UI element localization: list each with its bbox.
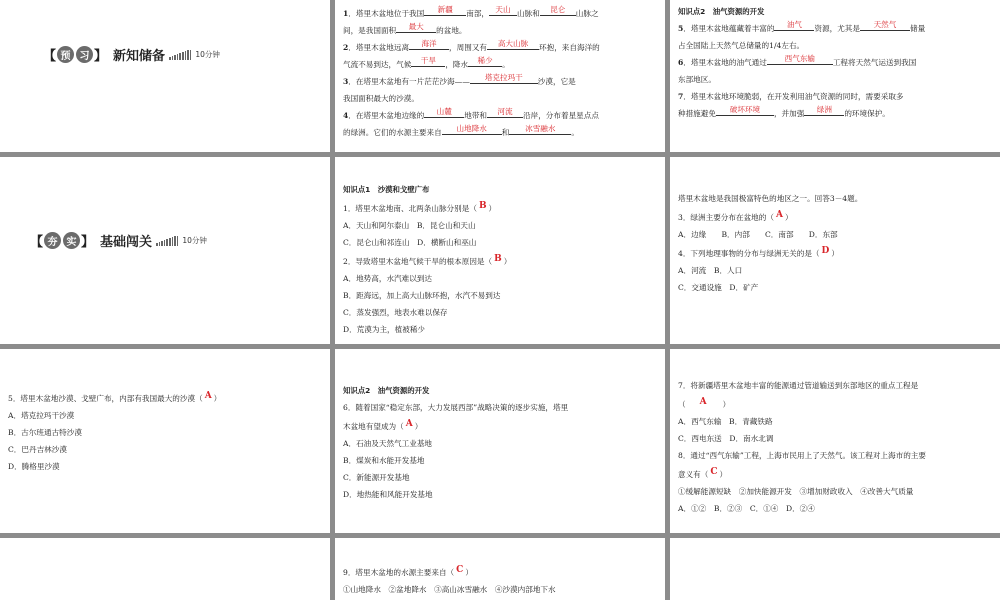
option-row: C．西电东送 D．南水北调 (678, 434, 774, 443)
section-title: 基础闯关 (100, 235, 153, 250)
text: ．在塔里木盆地有一片茫茫沙海—— (348, 77, 470, 86)
question-3 (678, 207, 992, 226)
knowledge-point-heading: 知识点2 油气资源的开发 (678, 7, 765, 16)
answer-text: 干旱 (420, 56, 436, 65)
text: 地带和 (464, 111, 488, 120)
option-row: A．①② B．②③ C．①④ D．②④ (678, 504, 815, 513)
text: ，降水 (445, 60, 469, 69)
answer-text: 破坏环境 (729, 105, 761, 114)
slide-blank-2 (670, 538, 1000, 600)
answer-choice: C (456, 565, 464, 575)
question-2 (343, 39, 657, 56)
answer-blank (860, 20, 910, 31)
question-5-cont (678, 37, 992, 54)
mc-block (343, 382, 657, 503)
bracket-close: 】 (94, 49, 108, 64)
text: 间，是我国面积 (343, 26, 397, 35)
text: 气流不易到达，气候 (343, 60, 412, 69)
answer-choice: C (710, 467, 718, 477)
question-stem: 3．绿洲主要分布在盆地的（ (678, 213, 774, 222)
question-8-cont (678, 464, 992, 483)
answer-blank (489, 5, 517, 16)
question-7 (678, 88, 992, 105)
text: ．塔里木盆地的油气通过 (683, 58, 767, 67)
question-7-cont (678, 394, 992, 413)
slide-blank-1 (0, 538, 330, 600)
answer-blank (470, 73, 538, 84)
question-6-cont (343, 416, 657, 435)
mc-block (678, 190, 992, 296)
question-1 (343, 198, 657, 217)
badge-preview-1: 预 (57, 46, 74, 63)
text: 储量 (909, 24, 926, 33)
answer-text: 山麓 (436, 107, 452, 116)
mc-block (343, 181, 657, 338)
question-2 (343, 251, 657, 270)
basic-banner (30, 231, 207, 250)
slide-fill-in-1 (335, 0, 665, 152)
text: 。 (571, 128, 579, 137)
text: 的环境保护。 (844, 109, 890, 118)
question-number: 1 (343, 9, 349, 18)
answer-blank (716, 105, 774, 116)
question-number: 4 (343, 111, 349, 120)
answer-choice: A (699, 397, 707, 407)
slide-basic (0, 157, 330, 344)
question-stem: 木盆地有望成为（ (343, 422, 404, 431)
question-stem: 2．导致塔里木盆地气候干旱的根本原因是（ (343, 257, 493, 266)
answer-blank (442, 124, 502, 135)
text: ．在塔里木盆地边缘的 (348, 111, 425, 120)
mc-block (8, 388, 322, 475)
answer-text: 西气东输 (784, 54, 816, 63)
text: 山脉和 (517, 9, 540, 18)
fill-in-block (343, 5, 657, 141)
text: 山脉之 (575, 9, 599, 18)
question-stem: 9．塔里木盆地的水源主要来自（ (343, 568, 455, 577)
text: ．塔里木盆地远离 (348, 43, 410, 52)
option-d: D．地热能和风能开发基地 (343, 490, 433, 499)
question-stem: 4．下列地理事物的分布与绿洲无关的是（ (678, 249, 820, 258)
option-a: A．石油及天然气工业基地 (343, 439, 433, 448)
knowledge-point-heading: 知识点2 油气资源的开发 (343, 386, 430, 395)
question-7-cont (678, 105, 992, 122)
question-number: 6 (678, 58, 684, 67)
slide-mc-1 (335, 157, 665, 344)
option-b: B．古尔班通古特沙漠 (8, 428, 82, 437)
text: ） (719, 470, 728, 479)
question-stem: 1．塔里木盆地南、北两条山脉分别是（ (343, 204, 477, 213)
option-row: C．交通设施 D．矿产 (678, 283, 759, 292)
question-5 (8, 388, 322, 407)
option-b: B．距海远，加上高大山脉环抱，水汽不易到达 (343, 291, 501, 300)
answer-text: 天然气 (873, 20, 897, 29)
text: ．塔里木盆地环境脆弱，在开发利用油气资源的同时，需要采取多 (683, 92, 904, 101)
question-4 (678, 243, 992, 262)
numbered-items: ①缓解能源短缺 ②加快能源开发 ③增加财政收入 ④改善大气质量 (678, 487, 914, 496)
text: ） (465, 568, 473, 577)
answer-choice: A (204, 391, 212, 401)
question-number: 3 (343, 77, 349, 86)
answer-text: 塔克拉玛干 (484, 73, 523, 82)
answer-text: 高大山脉 (497, 39, 529, 48)
question-3 (343, 73, 657, 90)
option-row: A．天山和阿尔泰山 B．昆仑山和天山 (343, 221, 476, 230)
text: 我国面积最大的沙漠。 (343, 94, 419, 103)
text: 环抱，来自海洋的 (539, 43, 600, 52)
progress-bars-icon (169, 50, 191, 60)
question-1-cont (343, 22, 657, 39)
question-number: 2 (343, 43, 349, 52)
slide-mc-2 (670, 157, 1000, 344)
question-7: 7．将新疆塔里木盆地丰富的能源通过管道输送到东部地区的重点工程是 (678, 381, 919, 390)
bracket-close: 】 (81, 235, 95, 250)
option-b: B．煤炭和水能开发基地 (343, 456, 425, 465)
option-d: D．腾格里沙漠 (8, 462, 60, 471)
text: 种措施避免 (678, 109, 716, 118)
answer-text: 稀少 (477, 56, 493, 65)
answer-blank (396, 22, 436, 33)
text: 工程将天然气运送到我国 (832, 58, 917, 67)
answer-blank (540, 5, 576, 16)
question-stem: 5．塔里木盆地沙漠、戈壁广布，内部有我国最大的沙漠（ (8, 394, 203, 403)
progress-bars-icon (156, 236, 178, 246)
answer-text: 海洋 (421, 39, 437, 48)
slide-mc-3 (0, 349, 330, 533)
question-3-cont (343, 90, 657, 107)
option-a: A．地势高，水汽难以到达 (343, 274, 433, 283)
answer-choice: A (775, 210, 783, 220)
text: ．塔里木盆地蕴藏着丰富的 (683, 24, 775, 33)
question-6-cont (678, 71, 992, 88)
question-6 (678, 54, 992, 71)
question-stem: 意义有（ (678, 470, 709, 479)
text: 占全国陆上天然气总储量的1/4左右。 (678, 41, 805, 50)
badge-preview-2: 习 (76, 46, 93, 63)
text: ．塔里木盆地位于我国 (348, 9, 425, 18)
text: ） (488, 204, 497, 213)
question-number: 5 (678, 24, 684, 33)
question-9 (343, 562, 657, 581)
answer-blank (487, 107, 523, 118)
answer-text: 冰雪融水 (525, 124, 556, 133)
slide-mc-5 (670, 349, 1000, 533)
text: 资源，尤其是 (814, 24, 860, 33)
question-4-cont (343, 124, 657, 141)
answer-blank (487, 39, 539, 50)
question-8: 8．通过“西气东输”工程，上海市民用上了天然气。该工程对上海市的主要 (678, 451, 926, 460)
option-d: D．荒漠为主，植被稀少 (343, 325, 426, 334)
text: 沿岸，分布着星星点点 (523, 111, 599, 120)
text: 。 (502, 60, 510, 69)
answer-text: 山地降水 (456, 124, 487, 133)
option-a: A．塔克拉玛干沙漠 (8, 411, 75, 420)
bracket-open: 【 (43, 49, 57, 64)
text: 的绿洲。它们的水源主要来自 (343, 128, 442, 137)
answer-choice: D (821, 246, 830, 256)
slide-preview (0, 0, 330, 152)
preview-banner (43, 45, 220, 64)
text: 东部地区。 (678, 75, 716, 84)
answer-blank (411, 56, 445, 67)
text: ） (831, 249, 839, 258)
question-4 (343, 107, 657, 124)
mc-block (678, 377, 992, 517)
option-row: A．河流 B．人口 (678, 266, 743, 275)
answer-blank (424, 5, 466, 16)
answer-choice: B (494, 254, 502, 264)
option-row: A．边缘 B．内部 C．南部 D．东部 (678, 230, 838, 239)
text: 沙漠，它是 (537, 77, 576, 86)
text: ） (722, 400, 731, 409)
option-row: A．西气东输 B．青藏铁路 (678, 417, 773, 426)
bracket-open: 【 (30, 235, 44, 250)
slide-fill-in-2 (670, 0, 1000, 152)
question-6: 6．随着国家“稳定东部，大力发展西部”战略决策的逐步实施，塔里 (343, 403, 569, 412)
answer-text: 河流 (497, 107, 513, 116)
question-number: 7 (678, 92, 684, 101)
time-label: 10分钟 (182, 236, 207, 245)
answer-text: 绿洲 (816, 105, 832, 114)
answer-text: 最大 (408, 22, 424, 31)
text: 南部， (466, 9, 490, 18)
numbered-items: ①山地降水 ②盆地降水 ③高山冰雪融水 ④沙漠内部地下水 (343, 585, 556, 594)
time-label: 10分钟 (195, 50, 220, 59)
text: ） (414, 422, 423, 431)
answer-blank (424, 107, 464, 118)
answer-blank (468, 56, 502, 67)
text: ，并加强 (773, 109, 805, 118)
answer-blank (509, 124, 571, 135)
knowledge-point-heading: 知识点1 沙漠和戈壁广布 (343, 185, 430, 194)
answer-text: 油气 (786, 20, 803, 29)
option-c: C．新能源开发基地 (343, 473, 410, 482)
intro-text: 塔里木盆地是我国极富特色的地区之一。回答3－4题。 (678, 194, 863, 203)
option-c: C．巴丹吉林沙漠 (8, 445, 67, 454)
mc-block (343, 562, 657, 598)
question-1 (343, 5, 657, 22)
text: ） (213, 394, 222, 403)
answer-text: 天山 (495, 5, 511, 14)
answer-choice: B (478, 201, 487, 211)
badge-basic-2: 实 (63, 232, 80, 249)
text: ） (784, 213, 793, 222)
answer-blank (767, 54, 833, 65)
option-row: C．昆仑山和祁连山 D．横断山和巫山 (343, 238, 477, 247)
fill-in-block (678, 3, 992, 122)
answer-blank (409, 39, 449, 50)
answer-choice: A (405, 419, 413, 429)
slide-mc-4 (335, 349, 665, 533)
answer-blank (804, 105, 844, 116)
text: 的盆地。 (436, 26, 467, 35)
option-c: C．蒸发强烈，地表水难以保存 (343, 308, 448, 317)
answer-text: 新疆 (437, 5, 453, 14)
badge-basic-1: 夯 (44, 232, 61, 249)
answer-blank (774, 20, 814, 31)
text: ） (503, 257, 512, 266)
question-2-cont (343, 56, 657, 73)
text: 和 (501, 128, 510, 137)
question-5 (678, 20, 992, 37)
text: ，周围又有 (449, 43, 488, 52)
section-title: 新知储备 (113, 49, 166, 64)
slide-mc-6 (335, 538, 665, 600)
text: （ (678, 400, 686, 409)
answer-text: 昆仑 (550, 5, 566, 14)
